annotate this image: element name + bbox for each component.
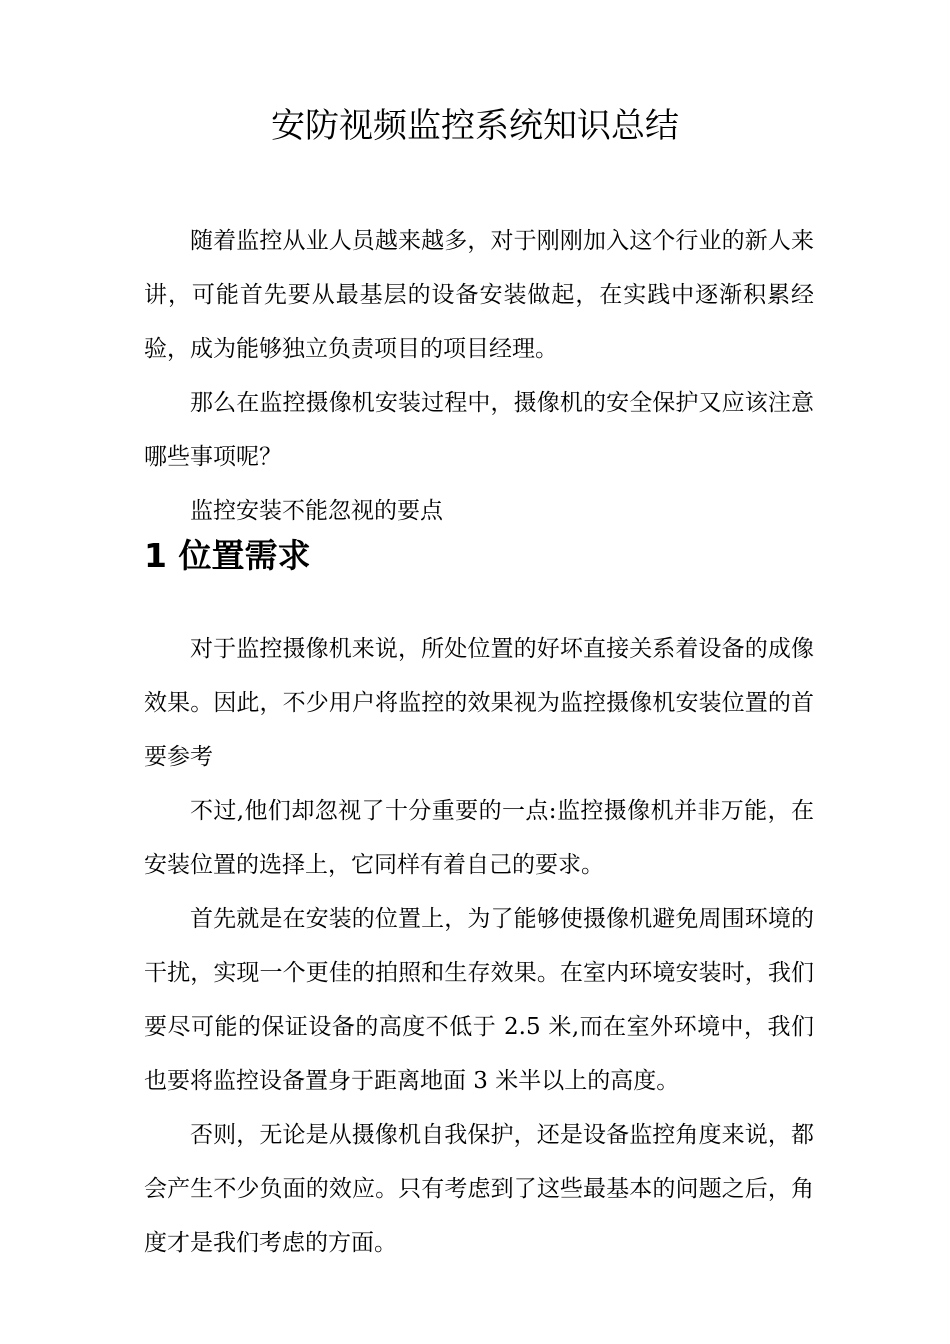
section-heading: 1 位置需求 (144, 536, 311, 575)
section-body (144, 622, 814, 1270)
section-paragraph-3: 首先就是在安装的位置上，为了能够使摄像机避免周围环境的干扰，实现一个更佳的拍照和生存效果。在室内环境安装时，我们要尽可能的保证设备的高度不低于 2.5 米,而在室外环境中，我们也要将监控设备置身于距离地面 3 米半以上的高度。 (144, 906, 814, 1094)
section-paragraph-1: 对于监控摄像机来说，所处位置的好坏直接关系着设备的成像效果。因此，不少用户将监控的效果视为监控摄像机安装位置的首要参考 (144, 636, 814, 770)
section-paragraph-2: 不过,他们却忽视了十分重要的一点:监控摄像机并非万能，在安装位置的选择上，它同样有着自己的要求。 (144, 798, 814, 878)
intro-paragraph-2: 那么在监控摄像机安装过程中，摄像机的安全保护又应该注意哪些事项呢？ (144, 390, 814, 470)
intro-paragraph-1: 随着监控从业人员越来越多，对于刚刚加入这个行业的新人来讲，可能首先要从最基层的设备安装做起，在实践中逐渐积累经验，成为能够独立负责项目的项目经理。 (144, 228, 814, 362)
document-title: 安防视频监控系统知识总结 (271, 106, 679, 146)
intro-section (144, 214, 814, 538)
intro-paragraph-3: 监控安装不能忽视的要点 (190, 498, 443, 524)
section-paragraph-4: 否则，无论是从摄像机自我保护，还是设备监控角度来说，都会产生不少负面的效应。只有考虑到了这些最基本的问题之后，角度才是我们考虑的方面。 (144, 1122, 814, 1256)
